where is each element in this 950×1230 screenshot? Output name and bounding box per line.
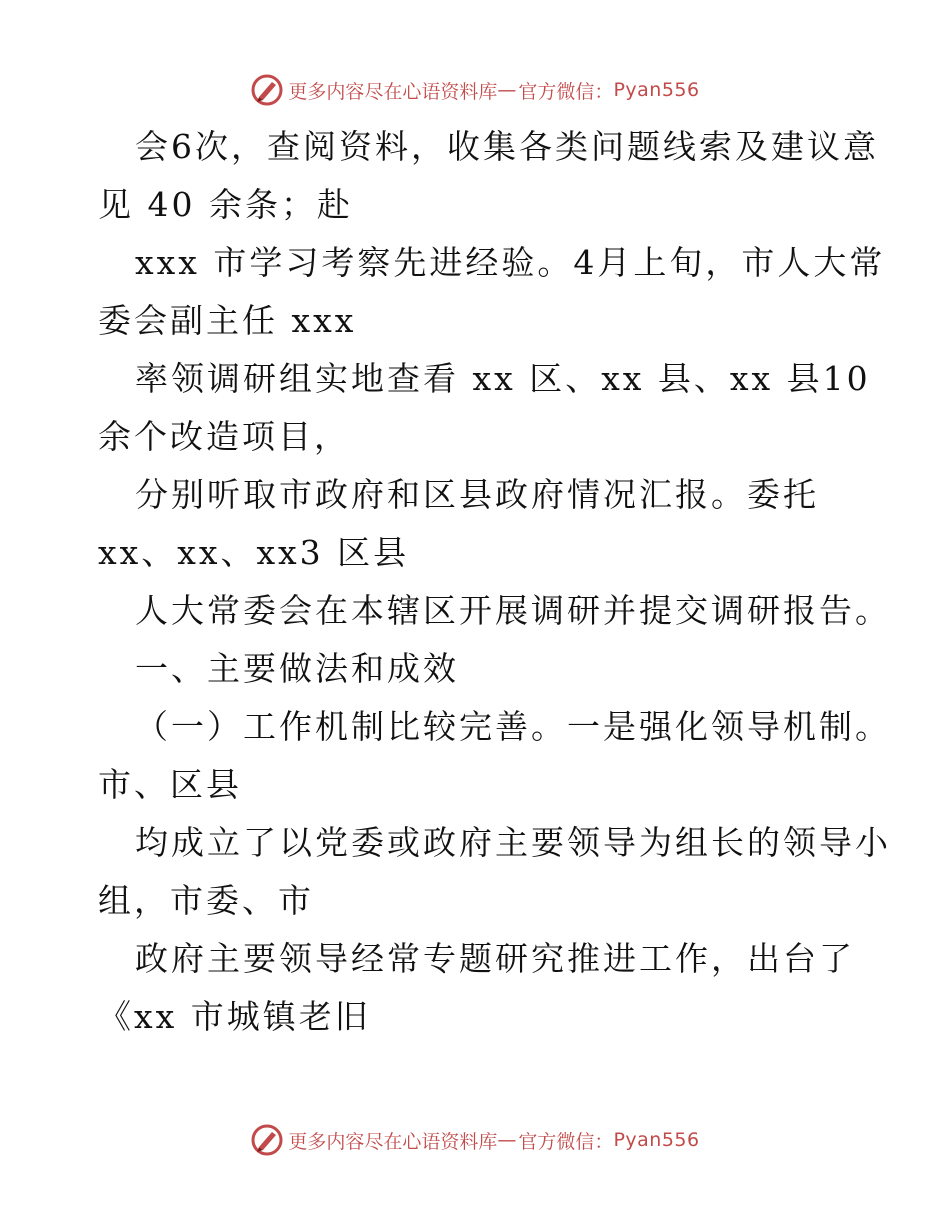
- text-line: xx、xx、xx3 区县: [98, 533, 410, 572]
- text-line: 余个改造项目，: [98, 417, 350, 456]
- text-line: xxx 市学习考察先进经验。4月上旬，市人大常: [135, 243, 886, 282]
- watermark-separator: —: [497, 79, 517, 101]
- watermark-label: 官方微信：: [518, 1130, 614, 1153]
- watermark-label: 官方微信：: [518, 80, 614, 103]
- header-watermark: [0, 70, 950, 110]
- text-line: 分别听取市政府和区县政府情况汇报。委托: [135, 475, 819, 514]
- text-line: 均成立了以党委或政府主要领导为组长的领导小: [135, 823, 891, 862]
- text-line: 率领调研组实地查看 xx 区、xx 县、xx 县10: [135, 359, 871, 398]
- text-line: 会6次，查阅资料，收集各类问题线索及建议意: [135, 127, 879, 166]
- watermark-account: Pyan556: [613, 79, 700, 101]
- section-heading: 一、主要做法和成效: [135, 649, 459, 688]
- text-line: 见 40 余条；赴: [98, 185, 353, 224]
- text-line: 组，市委、市: [98, 881, 314, 920]
- watermark-separator: —: [497, 1129, 517, 1151]
- watermark-brand: 更多内容尽在心语资料库: [288, 80, 498, 103]
- watermark-brand: 更多内容尽在心语资料库: [288, 1130, 498, 1153]
- red-seal-pen-icon: [250, 73, 284, 107]
- text-line: （一）工作机制比较完善。一是强化领导机制。: [135, 707, 891, 746]
- text-line: 委会副主任 xxx: [98, 301, 357, 340]
- text-line: 《xx 市城镇老旧: [98, 997, 371, 1036]
- text-line: 政府主要领导经常专题研究推进工作，出台了: [135, 939, 855, 978]
- footer-watermark: [0, 1120, 950, 1160]
- document-body: [98, 118, 891, 1046]
- text-line: 市、区县: [98, 765, 242, 804]
- text-line: 人大常委会在本辖区开展调研并提交调研报告。: [135, 591, 891, 630]
- watermark-account: Pyan556: [613, 1129, 700, 1151]
- red-seal-pen-icon: [250, 1123, 284, 1157]
